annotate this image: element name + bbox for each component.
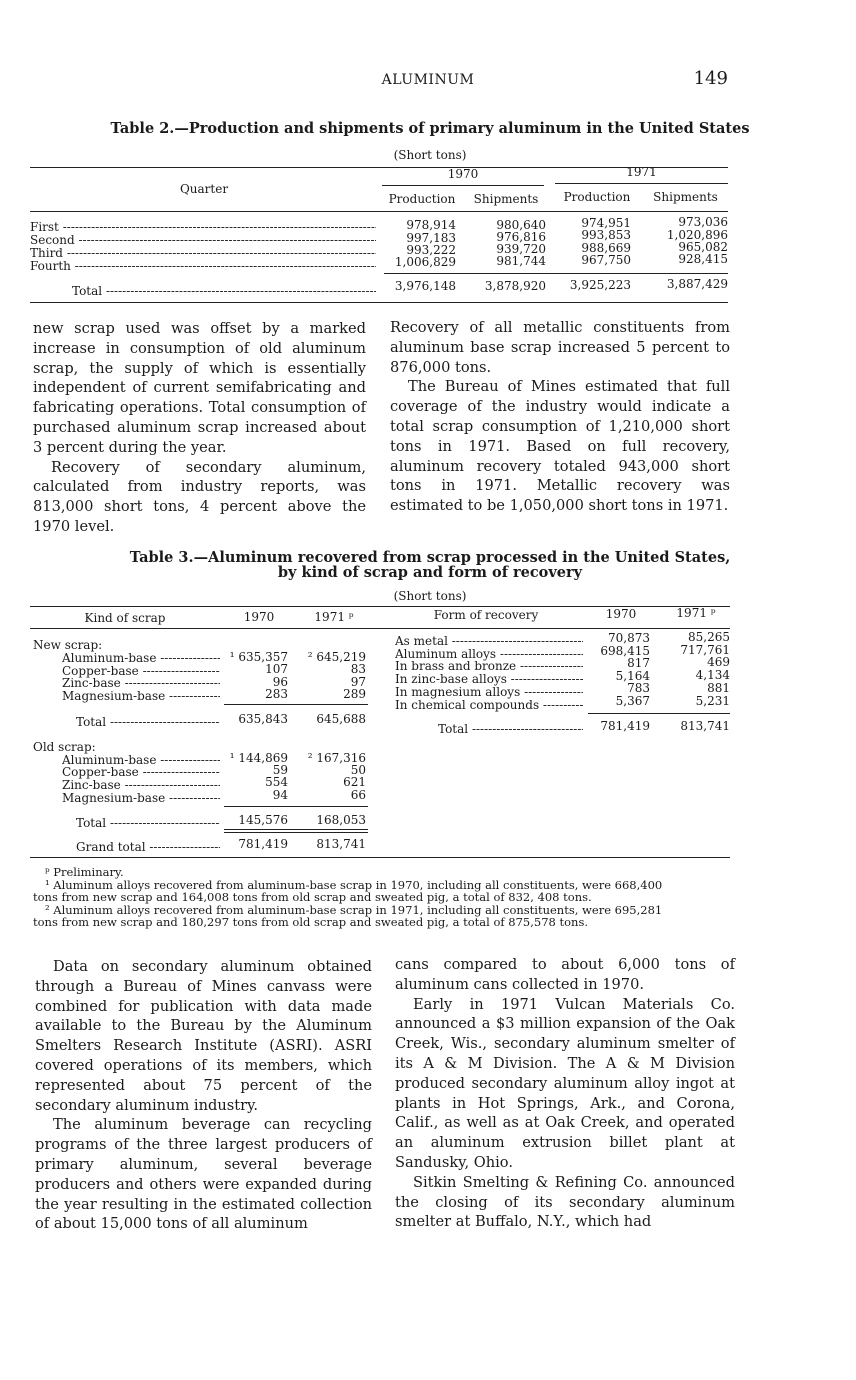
table-cell: 981,744 bbox=[496, 254, 546, 268]
table-cell: 66 bbox=[350, 788, 366, 802]
table-cell: 3,925,223 bbox=[569, 278, 631, 292]
table-cell: 85,265 bbox=[688, 630, 730, 644]
table3-unit: (Short tons) bbox=[393, 589, 467, 603]
table-cell: 939,720 bbox=[496, 242, 546, 256]
table2-year-1970: 1970 bbox=[447, 167, 479, 181]
table3-bottom-rule bbox=[30, 857, 730, 858]
old-scrap-total-rule bbox=[224, 806, 368, 807]
table3-footnotes bbox=[33, 866, 773, 929]
table3-col-1970-left: 1970 bbox=[243, 610, 275, 624]
table3-col-kind: Kind of scrap bbox=[84, 611, 166, 625]
table-cell: 993,222 bbox=[406, 243, 456, 257]
paragraph: cans compared to about 6,000 tons of aluminum cans collected in 1970. bbox=[395, 956, 735, 993]
old-scrap-total-label: Total ----- bbox=[76, 817, 220, 830]
table-cell: 781,419 bbox=[600, 719, 650, 733]
table-cell: 145,576 bbox=[238, 813, 288, 827]
table-cell: 988,669 bbox=[581, 241, 631, 255]
table-row: Zinc-base ----- bbox=[62, 779, 220, 792]
footnote-2: ² Aluminum alloys recovered from aluminum-base scrap in 1971, including all constituents, were 695,281 bbox=[45, 902, 663, 917]
table-cell: 813,741 bbox=[316, 837, 366, 851]
text2-left-column bbox=[35, 957, 372, 1234]
table-cell: 781,419 bbox=[238, 837, 288, 851]
paragraph: Early in 1971 Vulcan Materials Co. announced a $3 million expansion of the Oak Creek, Wis., secondary aluminum smelter of its A & M Division. The A & M Division produced secondary aluminum alloy ingot at plants in Hot Springs, Ark., and Corona, Calif., as well as at Oak Creek, and operated an aluminum extrusion billet plant at Sandusky, Ohio. bbox=[395, 995, 735, 1171]
table2-head-production-1970: Production bbox=[388, 192, 456, 206]
table2-total-rule bbox=[384, 273, 728, 274]
paragraph: Sitkin Smelting & Refining Co. announced the closing of its secondary aluminum smelter at Buffalo, N.Y., which had bbox=[395, 1173, 735, 1231]
table2-head-production-1971: Production bbox=[563, 190, 631, 204]
table2-unit: (Short tons) bbox=[393, 148, 467, 162]
old-scrap-heading: Old scrap: bbox=[33, 740, 96, 754]
table-cell: 5,367 bbox=[615, 694, 650, 708]
new-scrap-total-rule bbox=[224, 704, 368, 705]
table-cell: 4,134 bbox=[695, 668, 730, 682]
table-cell: ¹ 635,357 bbox=[229, 650, 288, 664]
paragraph: The Bureau of Mines estimated that full coverage of the industry would indicate a total scrap consumption of 1,210,000 short tons in 1971. Based on full recovery, aluminum recovery totaled 943,000 short tons in 1971. Metallic recovery was estimated to be 1,050,000 short tons in 1971. bbox=[390, 378, 730, 515]
table-cell: 976,816 bbox=[496, 230, 546, 244]
new-scrap-heading: New scrap: bbox=[33, 638, 103, 652]
table2-head-shipments-1970: Shipments bbox=[473, 192, 539, 206]
table2-col-quarter: Quarter bbox=[179, 182, 229, 196]
table2-1970-rule bbox=[382, 185, 544, 186]
table3-col-1970-right: 1970 bbox=[605, 607, 637, 621]
table-cell: 3,976,148 bbox=[394, 279, 456, 293]
table-cell: 993,853 bbox=[581, 228, 631, 242]
footnote-preliminary: ᵖ Preliminary. bbox=[45, 865, 124, 879]
table-cell: 1,020,896 bbox=[666, 228, 728, 242]
table-row: As metal ----- bbox=[395, 635, 583, 648]
footnote-1: ¹ Aluminum alloys recovered from aluminum-base scrap in 1970, including all constituents, were 668,400 bbox=[45, 877, 663, 892]
form-total-rule bbox=[588, 713, 730, 714]
table3-caption-line2: by kind of scrap and form of recovery bbox=[277, 564, 583, 581]
table-cell: 107 bbox=[265, 662, 288, 676]
table-cell: 97 bbox=[350, 675, 366, 689]
form-total-label: Total ----- bbox=[438, 723, 583, 736]
paragraph: Recovery of all metallic constituents from aluminum base scrap increased 5 percent to 876,000 tons. bbox=[390, 319, 730, 376]
table-row: First ----- bbox=[30, 221, 376, 234]
table2-year-1971: 1971 bbox=[626, 165, 657, 179]
running-head: ALUMINUM bbox=[381, 72, 475, 88]
text1-right-column bbox=[390, 318, 730, 516]
table-cell: 1,006,829 bbox=[394, 255, 456, 269]
table-cell: 967,750 bbox=[581, 253, 631, 267]
table3-col-1971-right: 1971 ᵖ bbox=[676, 606, 716, 620]
paragraph: The aluminum beverage can recycling programs of the three largest producers of primary aluminum, several beverage producers and others were expanded during the year resulting in the estimated collection of about 15,000 tons of all aluminum bbox=[35, 1116, 372, 1233]
table-row: Fourth ----- bbox=[30, 260, 376, 273]
table2-head-rule bbox=[30, 211, 728, 212]
paragraph: Recovery of secondary aluminum, calculated from industry reports, was 813,000 short tons, 4 percent above the 1970 level. bbox=[33, 458, 366, 535]
table-row: Magnesium-base ----- bbox=[62, 690, 220, 703]
table-cell: 554 bbox=[265, 775, 288, 789]
table-cell: ² 167,316 bbox=[307, 751, 366, 765]
table-cell: ² 645,219 bbox=[307, 650, 366, 664]
table-cell: 469 bbox=[707, 655, 730, 669]
table-cell: 70,873 bbox=[608, 631, 650, 645]
table-cell: 817 bbox=[627, 656, 650, 670]
table3-col-form: Form of recovery bbox=[433, 608, 539, 622]
table-cell: 980,640 bbox=[496, 218, 546, 232]
table-cell: 974,951 bbox=[581, 216, 631, 230]
table-cell: 997,183 bbox=[406, 231, 456, 245]
table-row: Copper-base ----- bbox=[62, 665, 220, 678]
table-row: Magnesium-base ----- bbox=[62, 792, 220, 805]
table-cell: 973,036 bbox=[678, 215, 728, 229]
text1-left-column bbox=[33, 319, 366, 537]
table-cell: 3,878,920 bbox=[484, 279, 546, 293]
table-cell: 698,415 bbox=[600, 644, 650, 658]
table-cell: 83 bbox=[350, 662, 366, 676]
table-row: Copper-base ----- bbox=[62, 766, 220, 779]
table2-head-shipments-1971: Shipments bbox=[653, 190, 718, 204]
footnote-1-cont: tons from new scrap and 164,008 tons from old scrap and sweated pig, a total of 832, 408 tons. bbox=[33, 890, 592, 904]
table3-col-1971-left: 1971 ᵖ bbox=[314, 610, 354, 624]
footnote-2-cont: tons from new scrap and 180,297 tons from old scrap and sweated pig, a total of 875,578 tons. bbox=[33, 915, 589, 929]
table-row: In magnesium alloys ----- bbox=[395, 686, 583, 699]
page-number: 149 bbox=[693, 68, 728, 89]
table-cell: 928,415 bbox=[678, 252, 728, 266]
table-cell: 783 bbox=[627, 681, 650, 695]
table-cell: 168,053 bbox=[316, 813, 366, 827]
text2-right-column bbox=[395, 955, 735, 1232]
table-cell: 3,887,429 bbox=[666, 277, 728, 291]
table-cell: ¹ 144,869 bbox=[229, 751, 288, 765]
table-row: Third ----- bbox=[30, 247, 376, 260]
table-row: In zinc-base alloys ----- bbox=[395, 673, 583, 686]
table-cell: 5,164 bbox=[615, 669, 650, 683]
table-cell: 717,761 bbox=[680, 643, 730, 657]
table-cell: 59 bbox=[272, 763, 288, 777]
table-row: Aluminum alloys ----- bbox=[395, 648, 583, 661]
table-cell: 621 bbox=[343, 775, 366, 789]
grand-total-label: Grand total ----- bbox=[76, 841, 220, 854]
table2-total-label: Total ----- bbox=[72, 285, 376, 298]
grand-total-double-rule bbox=[224, 829, 368, 833]
table-cell: 978,914 bbox=[406, 218, 456, 232]
table-cell: 645,688 bbox=[316, 712, 366, 726]
table3-caption-line1: Table 3.—Aluminum recovered from scrap processed in the United States, bbox=[129, 549, 731, 566]
table-cell: 965,082 bbox=[678, 240, 728, 254]
table-cell: 635,843 bbox=[238, 712, 288, 726]
table-row: In brass and bronze ----- bbox=[395, 660, 583, 673]
table-cell: 96 bbox=[272, 675, 288, 689]
table-cell: 283 bbox=[265, 687, 288, 701]
table2-1971-rule bbox=[555, 183, 728, 184]
table2-bottom-rule bbox=[30, 302, 728, 303]
table-cell: 50 bbox=[350, 763, 366, 777]
new-scrap-total-label: Total ----- bbox=[76, 716, 220, 729]
paragraph: new scrap used was offset by a marked increase in consumption of old aluminum scrap, the supply of which is essentially independent of current semifabricating and fabricating operations. Total consumption of purchased aluminum scrap increased about 3 percent during the year. bbox=[33, 320, 366, 456]
table-cell: 813,741 bbox=[680, 719, 730, 733]
table-cell: 5,231 bbox=[695, 694, 730, 708]
table-row: In chemical compounds ----- bbox=[395, 699, 583, 712]
table3-head-rule bbox=[30, 628, 730, 629]
table-cell: 881 bbox=[707, 681, 730, 695]
table-cell: 94 bbox=[272, 788, 288, 802]
table-row: Second ----- bbox=[30, 234, 376, 247]
table-row: Aluminum-base ----- bbox=[62, 652, 220, 665]
table2-caption: Table 2.—Production and shipments of primary aluminum in the United States bbox=[110, 120, 750, 137]
paragraph: Data on secondary aluminum obtained through a Bureau of Mines canvass were combined for publication with data made available to the Bureau by the Aluminum Smelters Research Institute (ASRI). ASRI covered operations of its members, which represented about 75 percent of the secondary aluminum industry. bbox=[35, 958, 372, 1114]
table-cell: 289 bbox=[343, 687, 366, 701]
table-row: Aluminum-base ----- bbox=[62, 754, 220, 767]
table-row: Zinc-base ----- bbox=[62, 677, 220, 690]
